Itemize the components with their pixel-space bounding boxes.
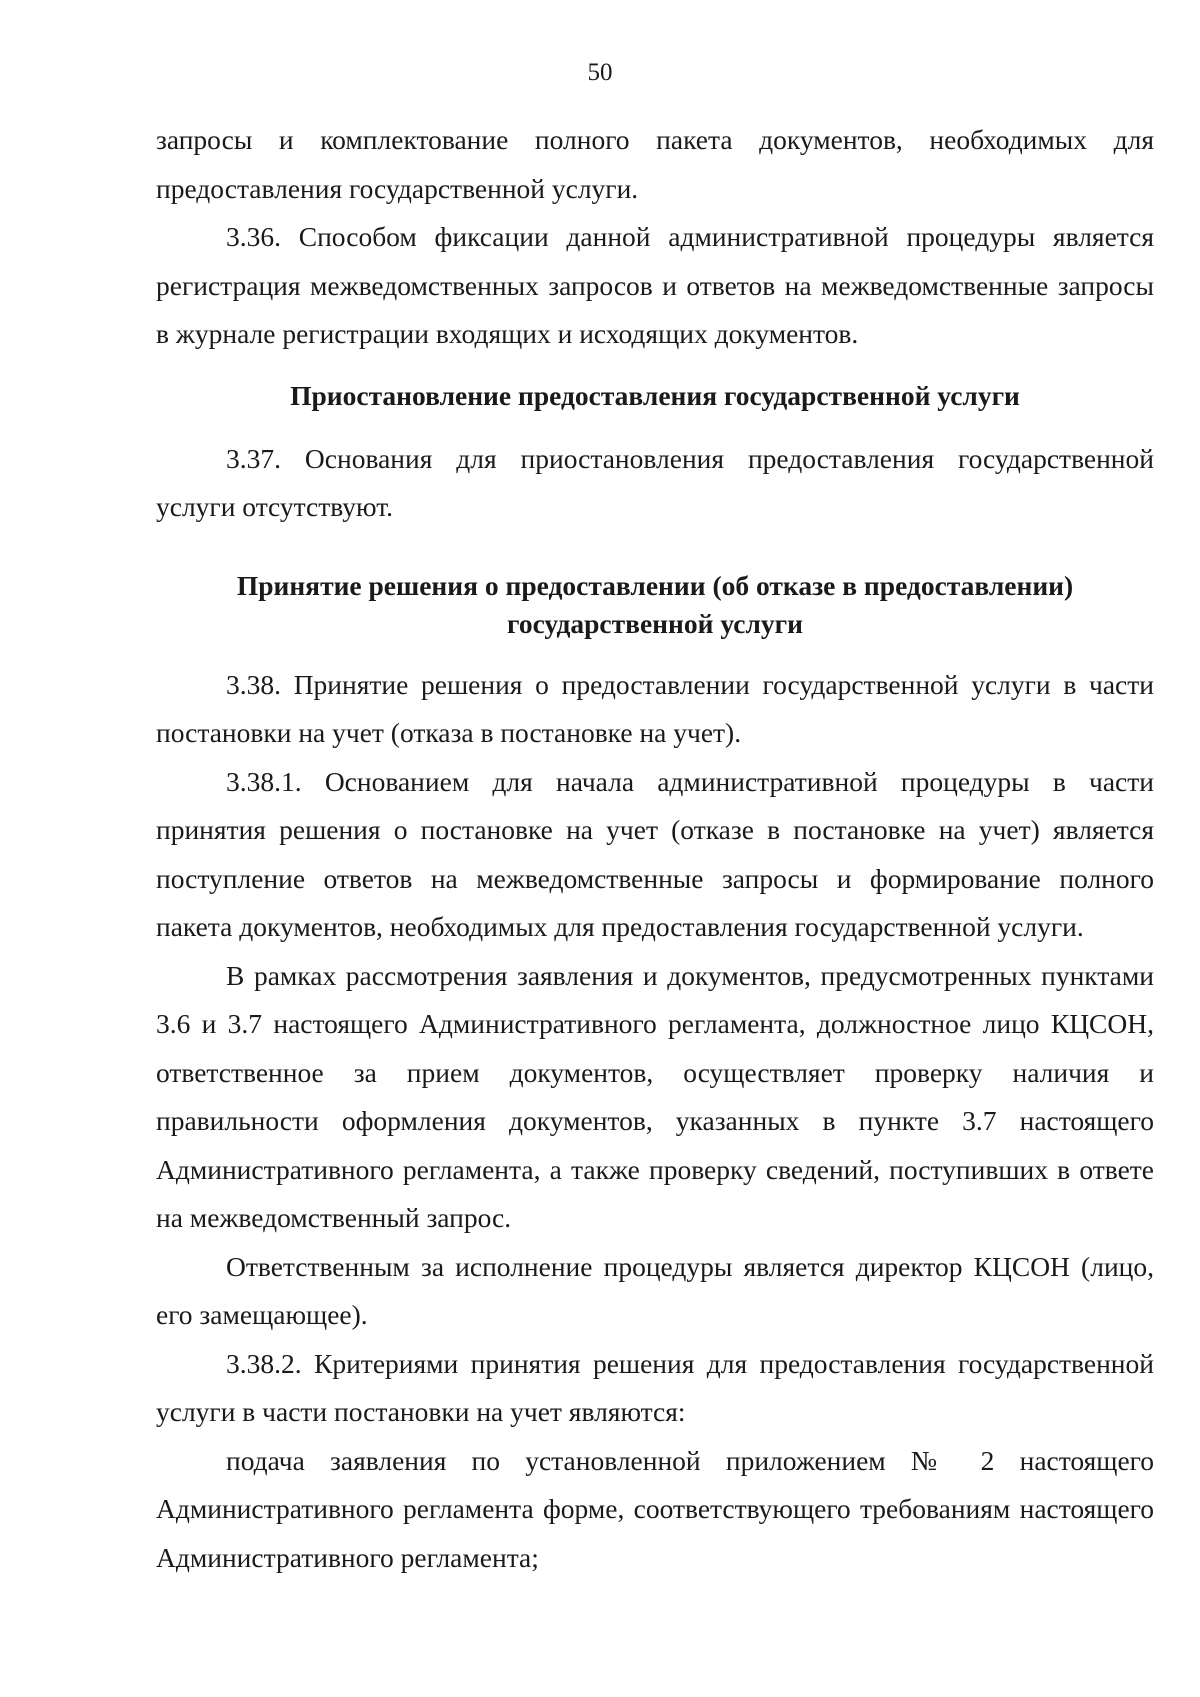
page-number: 50 [587, 59, 613, 86]
document-body [156, 116, 1154, 1582]
paragraph-3-38: 3.38. Принятие решения о предоставлении государственной услуги в части постановки на учет (отказа в постановке на учет). [156, 668, 1154, 748]
paragraph-criteria-item: подача заявления по установленной приложением № 2 настоящего Административного регламента форме, соответствующего требованиям настоящего Административного регламента; [156, 1444, 1154, 1573]
paragraph-3-38-2: 3.38.2. Критериями принятия решения для предоставления государственной услуги в части постановки на учет являются: [156, 1347, 1154, 1427]
paragraph-3-38-1: 3.38.1. Основанием для начала административной процедуры в части принятия решения о постановке на учет (отказе в постановке на учет) является поступление ответов на межведомственные запросы и формирование полного пакета документов, необходимых для предоставления государственной услуги. [156, 765, 1154, 942]
paragraph-responsible: Ответственным за исполнение процедуры является директор КЦСОН (лицо, его замещающее). [156, 1250, 1154, 1330]
paragraph-3-36: 3.36. Способом фиксации данной административной процедуры является регистрация межведомственных запросов и ответов на межведомственные запросы в журнале регистрации входящих и исходящих документов. [156, 221, 1154, 349]
paragraph-3-37: 3.37. Основания для приостановления предоставления государственной услуги отсутствуют. [156, 442, 1154, 522]
paragraph-continuation: запросы и комплектование полного пакета документов, необходимых для предоставления государственной услуги. [156, 124, 1154, 204]
section-heading-decision-line2: государственной услуги [507, 607, 803, 639]
paragraph-review-scope: В рамках рассмотрения заявления и документов, предусмотренных пунктами 3.6 и 3.7 настоящего Административного регламента, должностное лицо КЦСОН, ответственное за прием документов, осуществляет проверку наличия и правильности оформления документов, указанных в пункте 3.7 настоящего Административного регламента, а также проверку сведений, поступивших в ответе на межведомственный запрос. [156, 959, 1154, 1233]
section-heading-decision-line1: Принятие решения о предоставлении (об отказе в предоставлении) [236, 569, 1074, 601]
section-heading-suspension: Приостановление предоставления государственной услуги [290, 379, 1020, 411]
section-heading-decision [156, 567, 1154, 643]
